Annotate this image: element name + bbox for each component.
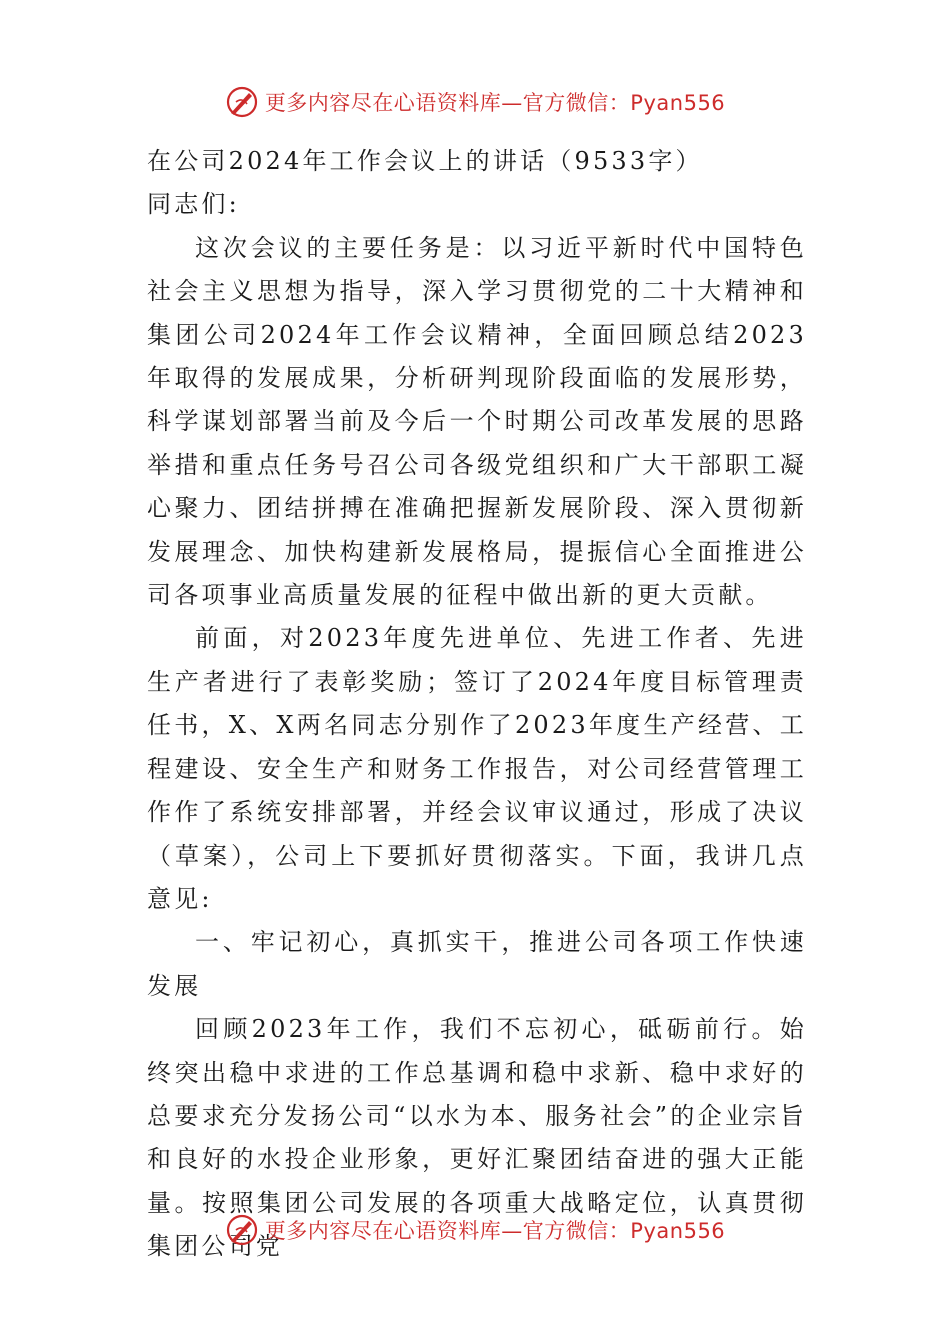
pen-logo-icon <box>225 85 259 119</box>
document-body <box>147 140 807 1269</box>
section-heading-1: 一、牢记初心，真抓实干，推进公司各项工作快速发展 <box>147 928 807 1000</box>
watermark-text: 更多内容尽在心语资料库—官方微信：Pyan556 <box>264 1219 726 1243</box>
paragraph-recap: 前面，对2023年度先进单位、先进工作者、先进生产者进行了表彰奖励；签订了2024年度目标管理责任书，X、X两名同志分别作了2023年度生产经营、工程建设、安全生产和财务工作报告，对公司经营管理工作作了系统安排部署，并经会议审议通过，形成了决议（草案），公司上下要抓好贯彻落实。下面，我讲几点意见: <box>147 624 807 913</box>
paragraph-intro: 这次会议的主要任务是：以习近平新时代中国特色社会主义思想为指导，深入学习贯彻党的二十大精神和集团公司2024年工作会议精神，全面回顾总结2023年取得的发展成果，分析研判现阶段面临的发展形势，科学谋划部署当前及今后一个时期公司改革发展的思路举措和重点任务号召公司各级党组织和广大干部职工凝心聚力、团结拼搏在准确把握新发展阶段、深入贯彻新发展理念、加快构建新发展格局，提振信心全面推进公司各项事业高质量发展的征程中做出新的更大贡献。 <box>147 233 807 610</box>
watermark-banner-top <box>0 82 950 122</box>
pen-logo-icon <box>225 1213 259 1247</box>
paragraph-review: 回顾2023年工作，我们不忘初心，砥砺前行。始终突出稳中求进的工作总基调和稳中求新、稳中求好的总要求充分发扬公司“以水为本、服务社会”的企业宗旨和良好的水投企业形象，更好汇聚团结奋进的强大正能量。按照集团公司发展的各项重大战略定位，认真贯彻集团公司党 <box>147 1015 807 1261</box>
watermark-banner-bottom <box>0 1210 950 1250</box>
document-title: 在公司2024年工作会议上的讲话（9533字） <box>147 147 703 175</box>
watermark-text: 更多内容尽在心语资料库—官方微信：Pyan556 <box>264 91 726 115</box>
salutation: 同志们: <box>147 190 240 219</box>
